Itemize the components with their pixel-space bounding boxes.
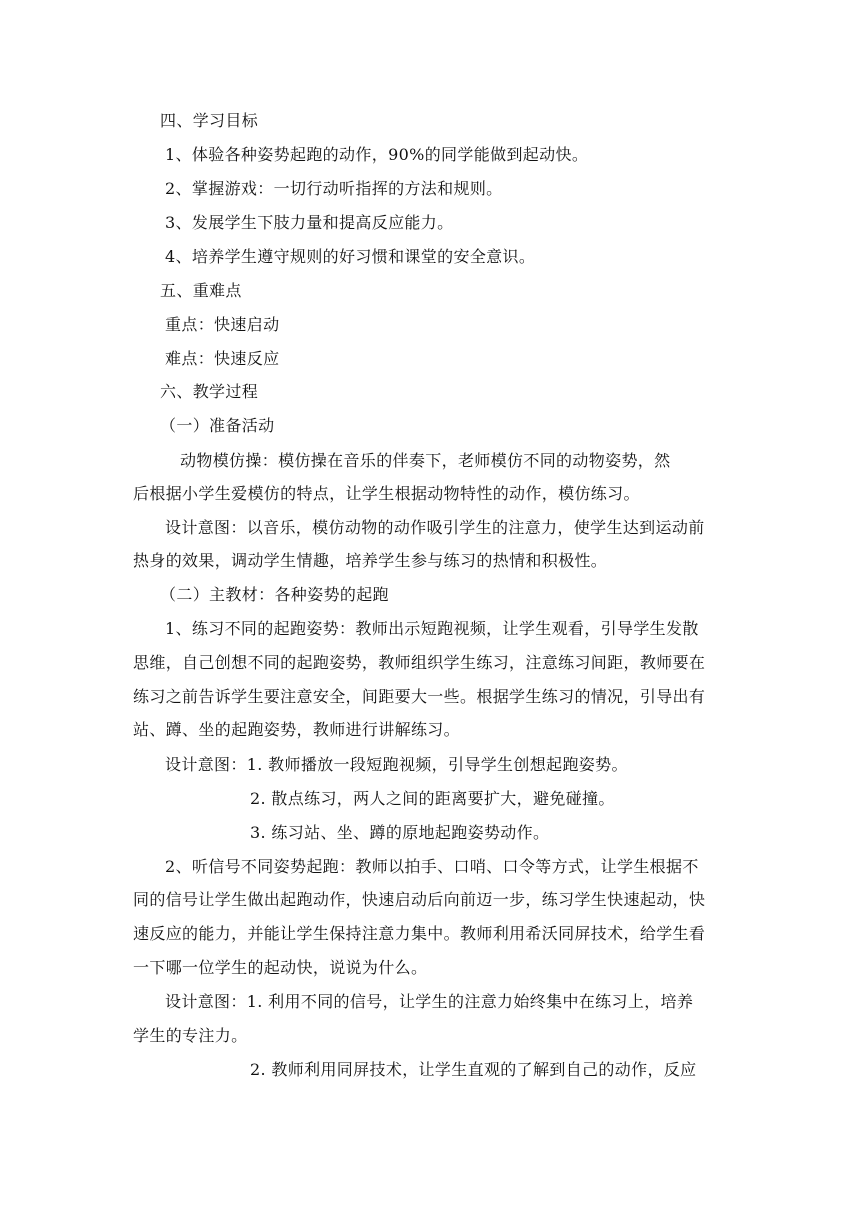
paragraph-line: 1、练习不同的起跑姿势：教师出示短跑视频，让学生观看，引导学生发散 (165, 619, 699, 638)
heading-teaching-process: 六、教学过程 (160, 382, 259, 401)
key-point: 重点：快速启动 (165, 315, 280, 334)
paragraph-line: 学生的专注力。 (133, 1026, 248, 1045)
goal-2: 2、掌握游戏：一切行动听指挥的方法和规则。 (165, 179, 503, 198)
paragraph-line: 一下哪一位学生的起动快，说说为什么。 (133, 958, 428, 977)
paragraph-line: 速反应的能力，并能让学生保持注意力集中。教师利用希沃同屏技术，给学生看 (133, 924, 706, 943)
paragraph-line: 设计意图：1. 教师播放一段短跑视频，引导学生创想起跑姿势。 (165, 755, 628, 774)
paragraph-line: 2. 教师利用同屏技术，让学生直观的了解到自己的动作，反应 (250, 1060, 697, 1079)
paragraph-line: 同的信号让学生做出起跑动作，快速启动后向前迈一步，练习学生快速起动，快 (133, 890, 706, 909)
paragraph-line: 练习之前告诉学生要注意安全，间距要大一些。根据学生练习的情况，引导出有 (133, 687, 706, 706)
paragraph-line: 设计意图：1. 利用不同的信号，让学生的注意力始终集中在练习上，培养 (165, 992, 694, 1011)
paragraph-line: 动物模仿操：模仿操在音乐的伴奏下，老师模仿不同的动物姿势，然 (180, 451, 671, 470)
difficult-point: 难点：快速反应 (165, 349, 280, 368)
goal-1: 1、体验各种姿势起跑的动作，90%的同学能做到起动快。 (165, 145, 589, 164)
paragraph-line: 站、蹲、坐的起跑姿势，教师进行讲解练习。 (133, 720, 461, 739)
paragraph-line: 3. 练习站、坐、蹲的原地起跑姿势动作。 (250, 823, 550, 842)
paragraph-line: 2. 散点练习，两人之间的距离要扩大，避免碰撞。 (250, 789, 615, 808)
paragraph-line: 后根据小学生爱模仿的特点，让学生根据动物特性的动作，模仿练习。 (133, 484, 640, 503)
goal-3: 3、发展学生下肢力量和提高反应能力。 (165, 213, 454, 232)
goal-4: 4、培养学生遵守规则的好习惯和课堂的安全意识。 (165, 247, 536, 266)
paragraph-line: 设计意图：以音乐，模仿动物的动作吸引学生的注意力，使学生达到运动前 (165, 518, 705, 537)
paragraph-line: 思维，自己创想不同的起跑姿势，教师组织学生练习，注意练习间距，教师要在 (133, 653, 706, 672)
heading-key-points: 五、重难点 (160, 281, 242, 300)
heading-learning-goals: 四、学习目标 (160, 111, 259, 130)
paragraph-line: 热身的效果，调动学生情趣，培养学生参与练习的热情和积极性。 (133, 551, 608, 570)
paragraph-line: 2、听信号不同姿势起跑：教师以拍手、口哨、口令等方式，让学生根据不 (165, 857, 699, 876)
subheading-main-material: （二）主教材：各种姿势的起跑 (160, 585, 389, 604)
subheading-warmup: （一）准备活动 (160, 416, 275, 435)
